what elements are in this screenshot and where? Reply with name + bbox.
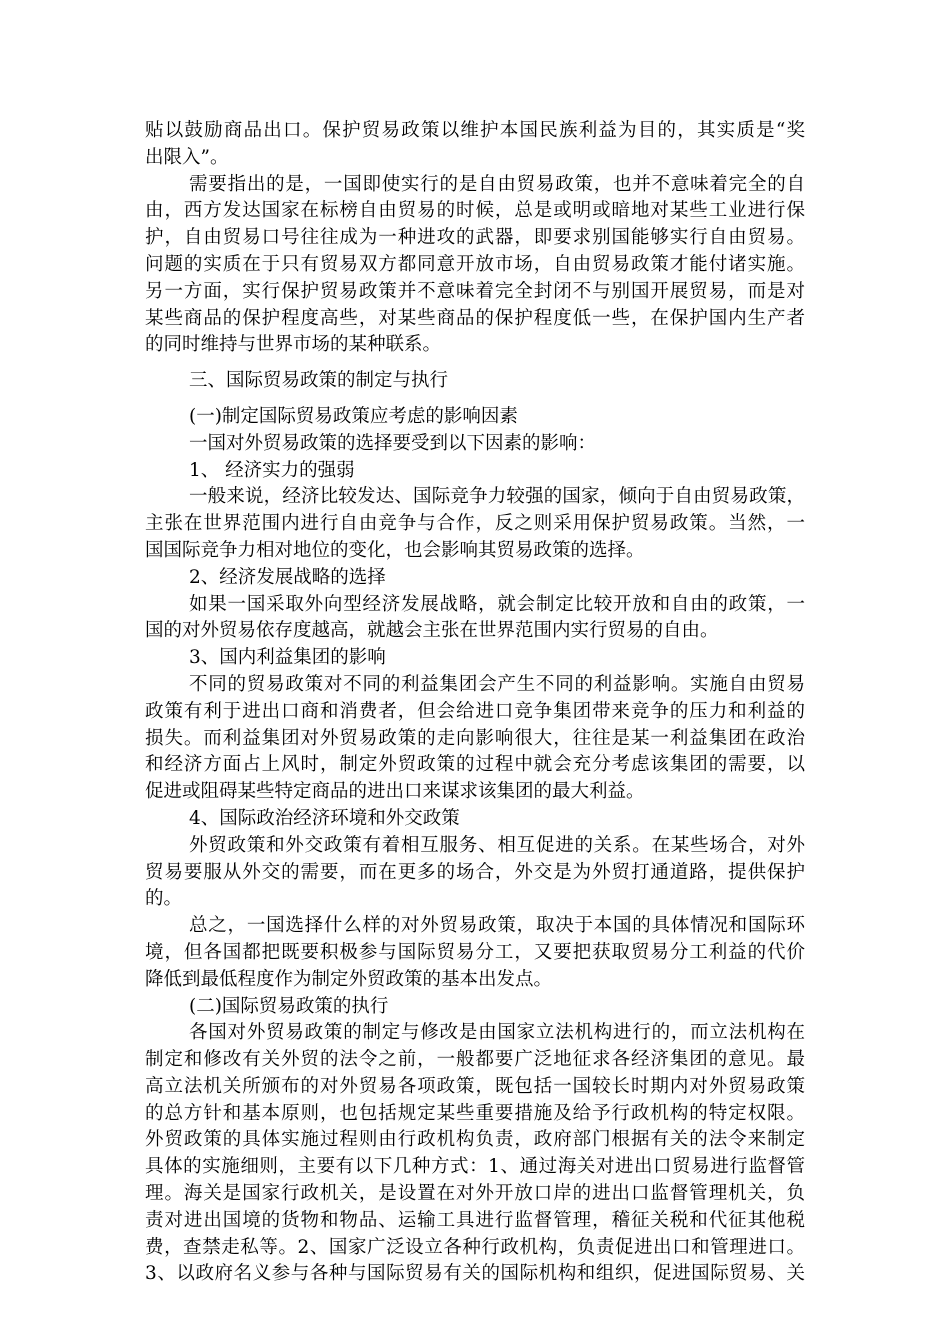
text-line: 的同时维持与世界市场的某种联系。 <box>145 334 442 356</box>
text-line: 各国对外贸易政策的制定与修改是由国家立法机构进行的，而立法机构在 <box>189 1022 805 1044</box>
text-line: 不同的贸易政策对不同的利益集团会产生不同的利益影响。实施自由贸易 <box>189 673 805 695</box>
text-line: 国国际竞争力相对地位的变化，也会影响其贸易政策的选择。 <box>145 539 645 561</box>
text-line: 境，但各国都把既要积极参与国际贸易分工，又要把获取贸易分工利益的代价 <box>145 941 805 963</box>
text-line: 的总方针和基本原则，也包括规定某些重要措施及给予行政机构的特定权限。 <box>145 1102 805 1124</box>
text-line: (一)制定国际贸易政策应考虑的影响因素 <box>189 405 518 427</box>
text-line: 责对进出国境的货物和物品、运输工具进行监督管理，稽征关税和代征其他税 <box>145 1209 805 1231</box>
text-line: 贴以鼓励商品出口。保护贸易政策以维护本国民族利益为目的，其实质是“奖 <box>145 120 805 141</box>
text-line: 需要指出的是，一国即使实行的是自由贸易政策，也并不意味着完全的自 <box>189 173 805 195</box>
text-line: 费，查禁走私等。2、国家广泛设立各种行政机构，负责促进出口和管理进口。 <box>145 1236 805 1258</box>
text-line: (二)国际贸易政策的执行 <box>189 995 389 1017</box>
text-line: 问题的实质在于只有贸易双方都同意开放市场，自由贸易政策才能付诸实施。 <box>145 253 805 275</box>
text-line: 总之，一国选择什么样的对外贸易政策，取决于本国的具体情况和国际环 <box>189 915 805 937</box>
text-line: 具体的实施细则，主要有以下几种方式：1、通过海关对进出口贸易进行监督管 <box>145 1156 805 1178</box>
text-line: 一般来说，经济比较发达、国际竞争力较强的国家，倾向于自由贸易政策， <box>189 486 805 508</box>
text-line: 制定和修改有关外贸的法令之前，一般都要广泛地征求各经济集团的意见。最 <box>145 1049 805 1071</box>
text-line: 政策有利于进出口商和消费者，但会给进口竞争集团带来竞争的压力和利益的 <box>145 700 805 722</box>
text-line: 损失。而利益集团对外贸易政策的走向影响很大，往往是某一利益集团在政治 <box>145 727 805 749</box>
text-line: 外贸政策和外交政策有着相互服务、相互促进的关系。在某些场合，对外 <box>189 834 805 856</box>
text-line: 1、 经济实力的强弱 <box>189 459 355 481</box>
text-line: 国的对外贸易依存度越高，就越会主张在世界范围内实行贸易的自由。 <box>145 620 719 642</box>
text-line: 一国对外贸易政策的选择要受到以下因素的影响： <box>189 432 597 454</box>
text-line: 3、以政府名义参与各种与国际贸易有关的国际机构和组织，促进国际贸易、关 <box>145 1263 805 1285</box>
text-line: 的。 <box>145 888 183 910</box>
text-line: 2、经济发展战略的选择 <box>189 566 386 588</box>
text-line: 促进或阻碍某些特定商品的进出口来谋求该集团的最大利益。 <box>145 781 645 803</box>
text-line: 主张在世界范围内进行自由竞争与合作，反之则采用保护贸易政策。当然，一 <box>145 513 805 535</box>
text-line: 如果一国采取外向型经济发展战略，就会制定比较开放和自由的政策，一 <box>189 593 805 615</box>
text-line: 3、国内利益集团的影响 <box>189 647 386 669</box>
text-line: 和经济方面占上风时，制定外贸政策的过程中就会充分考虑该集团的需要，以 <box>145 754 805 776</box>
text-line: 某些商品的保护程度高些，对某些商品的保护程度低一些，在保护国内生产者 <box>145 307 805 329</box>
document-body <box>145 118 805 1288</box>
text-line: 三、国际贸易政策的制定与执行 <box>189 370 449 392</box>
text-line: 出限入”。 <box>145 146 229 168</box>
text-line: 护，自由贸易口号往往成为一种进攻的武器，即要求别国能够实行自由贸易。 <box>145 227 805 249</box>
text-line: 由，西方发达国家在标榜自由贸易的时候，总是或明或暗地对某些工业进行保 <box>145 200 805 222</box>
text-line: 外贸政策的具体实施过程则由行政机构负责，政府部门根据有关的法令来制定 <box>145 1129 805 1151</box>
text-line: 理。海关是国家行政机关，是设置在对外开放口岸的进出口监督管理机关，负 <box>145 1183 805 1205</box>
text-line: 高立法机关所颁布的对外贸易各项政策，既包括一国较长时期内对外贸易政策 <box>145 1075 805 1097</box>
text-line: 降低到最低程度作为制定外贸政策的基本出发点。 <box>145 968 553 990</box>
text-line: 贸易要服从外交的需要，而在更多的场合，外交是为外贸打通道路，提供保护 <box>145 861 805 883</box>
text-line: 4、国际政治经济环境和外交政策 <box>189 807 460 829</box>
text-line: 另一方面，实行保护贸易政策并不意味着完全封闭不与别国开展贸易，而是对 <box>145 280 805 302</box>
